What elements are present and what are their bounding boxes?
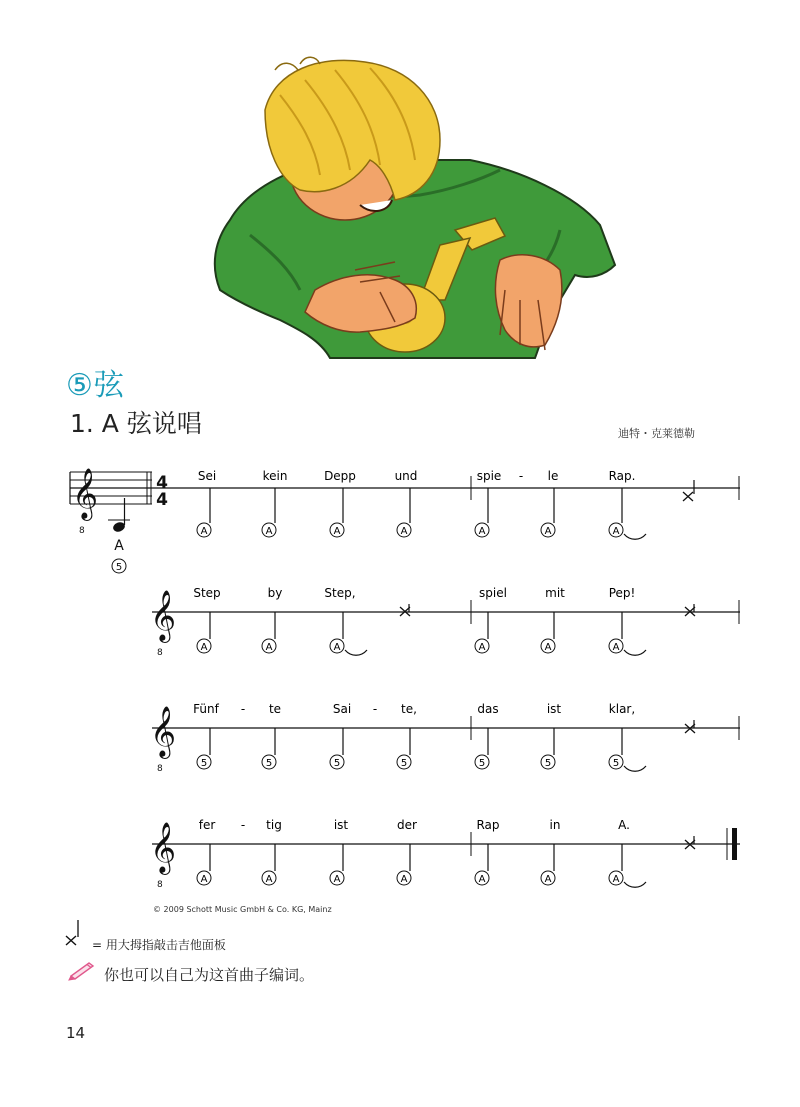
intro-string-number: 5 — [115, 562, 123, 573]
svg-text:5: 5 — [478, 758, 486, 769]
lyric-hyphen: - — [372, 702, 378, 716]
rhythm-note — [262, 728, 276, 769]
intro-note-name: A — [114, 538, 124, 554]
lyric-syllable: spiel — [479, 586, 507, 600]
rhythm-note-half — [609, 728, 646, 771]
score-system-4 — [150, 818, 740, 890]
lyric-syllable: das — [477, 702, 499, 716]
svg-text:A: A — [478, 526, 486, 537]
rhythm-note — [397, 488, 411, 537]
music-score — [0, 440, 800, 900]
lyric-syllable: klar, — [608, 702, 636, 716]
lyric-syllable: und — [394, 469, 418, 483]
rhythm-note — [197, 728, 211, 769]
rhythm-note — [475, 488, 489, 537]
rhythm-note — [397, 728, 411, 769]
svg-text:A: A — [200, 874, 208, 885]
svg-text:A: A — [400, 874, 408, 885]
pencil-icon — [67, 961, 97, 981]
page-number: 14 — [66, 1024, 86, 1042]
section-title: ⑤弦 — [66, 368, 125, 403]
rhythm-note — [541, 488, 555, 537]
svg-text:A: A — [200, 526, 208, 537]
rhythm-note — [475, 844, 489, 885]
lyric-syllable: le — [547, 469, 559, 483]
thumb-tap-x-icon — [685, 836, 695, 849]
rhythm-note — [475, 728, 489, 769]
rhythm-note-half — [609, 844, 646, 887]
svg-text:5: 5 — [265, 758, 273, 769]
lyric-syllable: Sai — [332, 702, 352, 716]
lyric-syllable: tig — [266, 818, 282, 832]
time-signature-bottom: 4 — [156, 490, 168, 510]
lyric-hyphen: - — [240, 818, 246, 832]
treble-clef-icon: 𝄞 — [150, 706, 177, 757]
lyric-syllable: mit — [545, 586, 565, 600]
legend-text: = 用大拇指敲击吉他面板 — [92, 938, 226, 952]
rhythm-note — [197, 488, 211, 537]
thumb-tap-x-icon — [400, 604, 410, 616]
lyric-hyphen: - — [240, 702, 246, 716]
svg-text:5: 5 — [612, 758, 620, 769]
rhythm-note — [197, 844, 211, 885]
treble-clef-icon: 𝄞 — [150, 822, 177, 873]
clef-octave-mark: 8 — [157, 880, 163, 890]
svg-text:A: A — [612, 874, 620, 885]
svg-text:5: 5 — [400, 758, 408, 769]
lyric-syllable: Step — [193, 586, 221, 600]
rhythm-note — [541, 844, 555, 885]
rhythm-note — [262, 844, 276, 885]
copyright-notice: © 2009 Schott Music GmbH & Co. KG, Mainz — [153, 905, 332, 914]
compose-lyrics-note: 你也可以自己为这首曲子编词。 — [104, 966, 315, 984]
lyric-syllable: Pep! — [608, 586, 636, 600]
svg-text:A: A — [333, 642, 341, 653]
lyric-syllable: Rap. — [608, 469, 636, 483]
thumb-tap-x-icon — [685, 604, 695, 616]
composer: 迪特・克莱德勒 — [618, 427, 695, 440]
thumb-tap-x-icon — [683, 480, 694, 501]
lyric-syllable: spie — [476, 469, 502, 483]
lyric-syllable: Sei — [197, 469, 217, 483]
rhythm-note — [330, 728, 344, 769]
treble-clef-icon: 𝄞 — [72, 468, 99, 519]
clef-octave-mark: 8 — [157, 648, 163, 658]
rhythm-note — [475, 612, 489, 653]
lyric-syllable: in — [549, 818, 561, 832]
svg-text:A: A — [612, 526, 620, 537]
lyric-hyphen: - — [518, 469, 524, 483]
score-system-2 — [150, 586, 740, 658]
svg-text:A: A — [544, 642, 552, 653]
svg-text:A: A — [478, 642, 486, 653]
svg-text:A: A — [265, 874, 273, 885]
lyric-syllable: ist — [546, 702, 562, 716]
rhythm-note-half — [609, 612, 646, 655]
rhythm-note-half — [609, 488, 646, 539]
rhythm-note — [197, 612, 211, 653]
rhythm-note-half — [330, 612, 367, 655]
rhythm-note — [541, 728, 555, 769]
score-system-1 — [70, 468, 740, 573]
svg-text:5: 5 — [200, 758, 208, 769]
score-system-3 — [150, 702, 740, 774]
thumb-tap-x-icon — [685, 720, 695, 733]
clef-octave-mark: 8 — [157, 764, 163, 774]
svg-text:5: 5 — [333, 758, 341, 769]
svg-text:A: A — [400, 526, 408, 537]
svg-text:A: A — [265, 526, 273, 537]
lyric-syllable: Depp — [324, 469, 356, 483]
lyric-syllable: kein — [262, 469, 288, 483]
lyric-syllable: Fünf — [193, 702, 219, 716]
svg-text:A: A — [612, 642, 620, 653]
rhythm-note — [330, 488, 344, 537]
clef-octave-mark: 8 — [79, 526, 85, 536]
lyric-syllable: Rap — [476, 818, 500, 832]
svg-text:A: A — [265, 642, 273, 653]
lyric-syllable: ist — [333, 818, 349, 832]
rhythm-note — [262, 488, 276, 537]
svg-text:A: A — [478, 874, 486, 885]
song-title: 1. A 弦说唱 — [70, 409, 202, 438]
svg-text:A: A — [200, 642, 208, 653]
rhythm-note — [330, 844, 344, 885]
svg-text:A: A — [544, 874, 552, 885]
rhythm-note — [397, 844, 411, 885]
time-signature-top: 4 — [156, 473, 168, 493]
lyric-syllable: A. — [618, 818, 630, 832]
lyric-syllable: Step, — [324, 586, 356, 600]
lyric-syllable: der — [397, 818, 417, 832]
rhythm-note — [262, 612, 276, 653]
lyric-syllable: te — [268, 702, 282, 716]
boy-playing-guitar-illustration — [0, 0, 800, 370]
treble-clef-icon: 𝄞 — [150, 590, 177, 641]
rhythm-note — [541, 612, 555, 653]
lyric-syllable: by — [267, 586, 283, 600]
svg-text:A: A — [544, 526, 552, 537]
svg-text:A: A — [333, 874, 341, 885]
thumb-tap-x-icon — [63, 918, 89, 948]
svg-text:A: A — [333, 526, 341, 537]
lyric-syllable: te, — [401, 702, 417, 716]
svg-text:5: 5 — [544, 758, 552, 769]
lyric-syllable: fer — [198, 818, 216, 832]
